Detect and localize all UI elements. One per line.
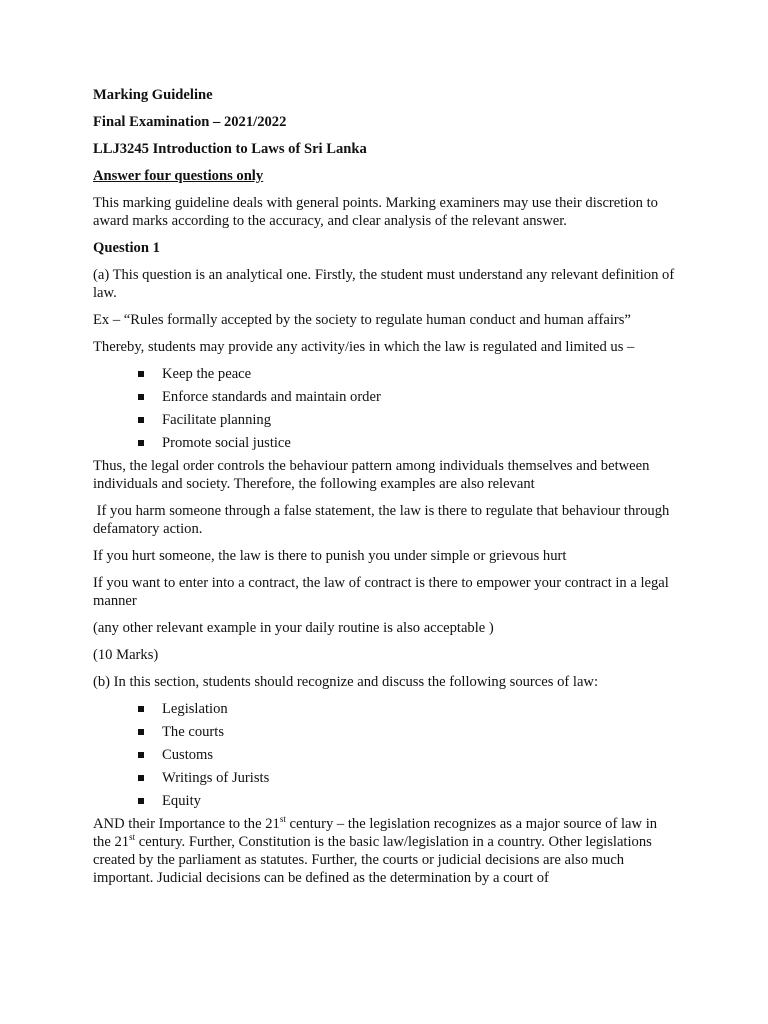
- square-bullet-icon: [138, 371, 144, 377]
- q1a-marks: (10 Marks): [93, 647, 159, 663]
- list-item: Enforce standards and maintain order: [138, 388, 676, 406]
- doc-title-course: LLJ3245 Introduction to Laws of Sri Lanka: [93, 141, 367, 157]
- q1a-functions-list: [93, 365, 676, 452]
- square-bullet-icon: [138, 417, 144, 423]
- list-item: Writings of Jurists: [138, 769, 676, 787]
- intro-paragraph: This marking guideline deals with general points. Marking examiners may use their discretion to award marks according to the accuracy, and clear analysis of the relevant answer.: [93, 195, 658, 229]
- q1a-paragraph-4: Thus, the legal order controls the behaviour pattern among individuals themselves and between individuals and society. Therefore, the following examples are also relevant: [93, 458, 650, 492]
- q1a-example-hurt: If you hurt someone, the law is there to punish you under simple or grievous hurt: [93, 548, 567, 564]
- q1a-example-definition: Ex – “Rules formally accepted by the society to regulate human conduct and human affairs”: [93, 312, 631, 328]
- list-item: Promote social justice: [138, 434, 676, 452]
- q1a-example-contract: If you want to enter into a contract, the law of contract is there to empower your contract in a legal manner: [93, 575, 669, 609]
- q1a-paragraph-1: (a) This question is an analytical one. Firstly, the student must understand any relevant definition of law.: [93, 267, 675, 301]
- q1b-paragraph-1: (b) In this section, students should recognize and discuss the following sources of law:: [93, 674, 599, 690]
- doc-title-exam: Final Examination – 2021/2022: [93, 114, 287, 130]
- q1b-sources-list: [93, 700, 676, 810]
- q1b-importance-paragraph: AND their Importance to the 21st century – the legislation recognizes as a major source of law in the 21st century. Further, Constitution is the basic law/legislation in a country. Other legislations created by the parliament as statutes. Further, the courts or judicial decisions are also much important. Judicial decisions can be defined as the determination by a court of: [93, 814, 658, 886]
- list-item: Facilitate planning: [138, 411, 676, 429]
- square-bullet-icon: [138, 729, 144, 735]
- q1a-example-defamation: If you harm someone through a false statement, the law is there to regulate that behaviour through defamatory action.: [93, 503, 673, 537]
- list-item: Customs: [138, 746, 676, 764]
- question-1-heading: Question 1: [93, 240, 160, 256]
- list-item: The courts: [138, 723, 676, 741]
- q1a-other-examples-note: (any other relevant example in your daily routine is also acceptable ): [93, 620, 494, 636]
- square-bullet-icon: [138, 775, 144, 781]
- list-item: Keep the peace: [138, 365, 676, 383]
- doc-instruction: Answer four questions only: [93, 168, 264, 184]
- square-bullet-icon: [138, 798, 144, 804]
- square-bullet-icon: [138, 706, 144, 712]
- square-bullet-icon: [138, 752, 144, 758]
- square-bullet-icon: [138, 394, 144, 400]
- list-item: Legislation: [138, 700, 676, 718]
- square-bullet-icon: [138, 440, 144, 446]
- list-item: Equity: [138, 792, 676, 810]
- q1a-paragraph-3: Thereby, students may provide any activity/ies in which the law is regulated and limited us –: [93, 339, 635, 355]
- doc-title-marking-guideline: Marking Guideline: [93, 87, 213, 103]
